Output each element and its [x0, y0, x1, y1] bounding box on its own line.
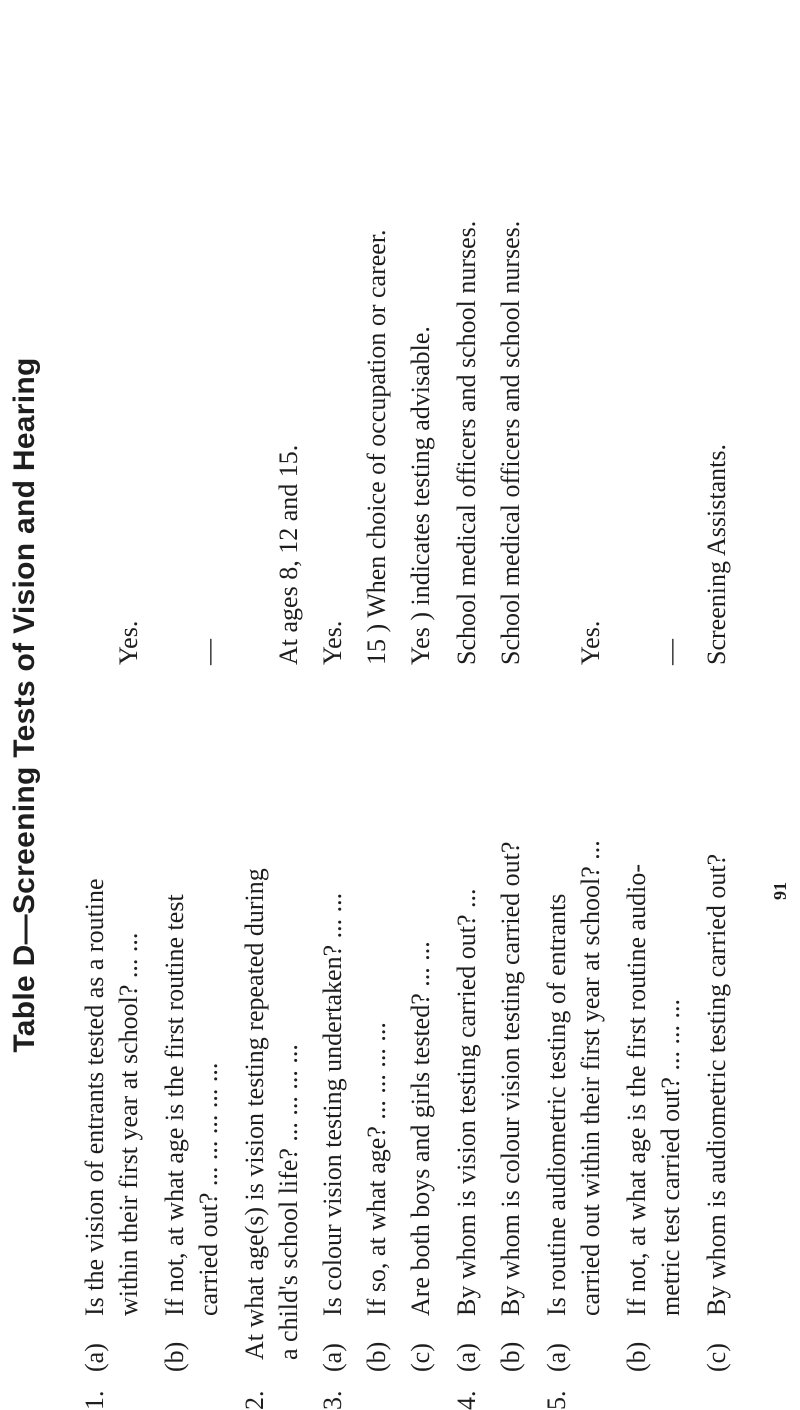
table-row [622, 0, 656, 1410]
answer-text: School medical officers and school nurses. [452, 220, 481, 665]
table-row [496, 0, 530, 1410]
item-label: (a) [80, 1343, 109, 1372]
item-label: (c) [702, 1343, 731, 1372]
table-row [160, 0, 194, 1410]
answer-text: Yes. [576, 620, 605, 665]
table-row [702, 0, 736, 1410]
table-row [114, 0, 148, 1410]
table-row [576, 0, 610, 1410]
table-row [318, 0, 352, 1410]
table-row [656, 0, 690, 1410]
table-row [80, 0, 114, 1410]
question-text: If not, at what age is the first routine test [160, 894, 189, 1316]
question-text: a child's school life? ... ... ... ... [274, 1044, 303, 1360]
item-label: (b) [362, 1341, 391, 1372]
question-text: Is colour vision testing undertaken? ... ... [318, 892, 347, 1316]
question-text: If so, at what age? ... ... ... ... [362, 1022, 391, 1316]
question-text: If not, at what age is the first routine audio- [622, 864, 651, 1316]
question-text: within their first year at school? ... ... [114, 932, 143, 1316]
table-row [406, 0, 440, 1410]
item-label: (b) [160, 1341, 189, 1372]
question-text: Is the vision of entrants tested as a routine [80, 878, 109, 1316]
answer-text: 15 ) When choice of occupation or career. [362, 229, 391, 665]
table-row [452, 0, 486, 1410]
table-row [362, 0, 396, 1410]
answer-text: — [194, 639, 223, 665]
question-text: By whom is colour vision testing carried out? [496, 841, 525, 1316]
question-text: By whom is audiometric testing carried out? [702, 853, 731, 1316]
answer-text: — [656, 639, 685, 665]
item-number: 1. [80, 1390, 109, 1410]
item-label: (a) [318, 1343, 347, 1372]
answer-text: Yes. [114, 620, 143, 665]
answer-text: School medical officers and school nurses. [496, 220, 525, 665]
table-row [194, 0, 228, 1410]
table-title: Table D—Screening Tests of Vision and Hearing [8, 357, 41, 1053]
question-text: metric test carried out? ... ... ... [656, 999, 685, 1316]
table-row [542, 0, 576, 1410]
item-number: 2. [240, 1390, 269, 1410]
question-text: carried out? ... ... ... ... ... [194, 1062, 223, 1316]
item-label: (a) [452, 1343, 481, 1372]
table-row [274, 0, 308, 1410]
item-label: (a) [542, 1343, 571, 1372]
item-label: (c) [406, 1343, 435, 1372]
item-number: 3. [318, 1390, 347, 1410]
table-row [240, 0, 274, 1410]
page-number: 91 [770, 882, 790, 900]
item-label: (b) [496, 1341, 525, 1372]
answer-text: At ages 8, 12 and 15. [274, 444, 303, 665]
question-text: At what age(s) is vision testing repeated during [240, 868, 269, 1360]
question-text: Is routine audiometric testing of entrants [542, 893, 571, 1316]
question-text: By whom is vision testing carried out? ... [452, 888, 481, 1316]
item-number: 5. [542, 1390, 571, 1410]
question-text: carried out within their first year at school? ... [576, 840, 605, 1316]
item-label: (b) [622, 1341, 651, 1372]
answer-text: Yes ) indicates testing advisable. [406, 326, 435, 665]
answer-text: Yes. [318, 620, 347, 665]
item-number: 4. [452, 1390, 481, 1410]
question-text: Are both boys and girls tested? ... ... [406, 941, 435, 1316]
answer-text: Screening Assistants. [702, 444, 731, 665]
